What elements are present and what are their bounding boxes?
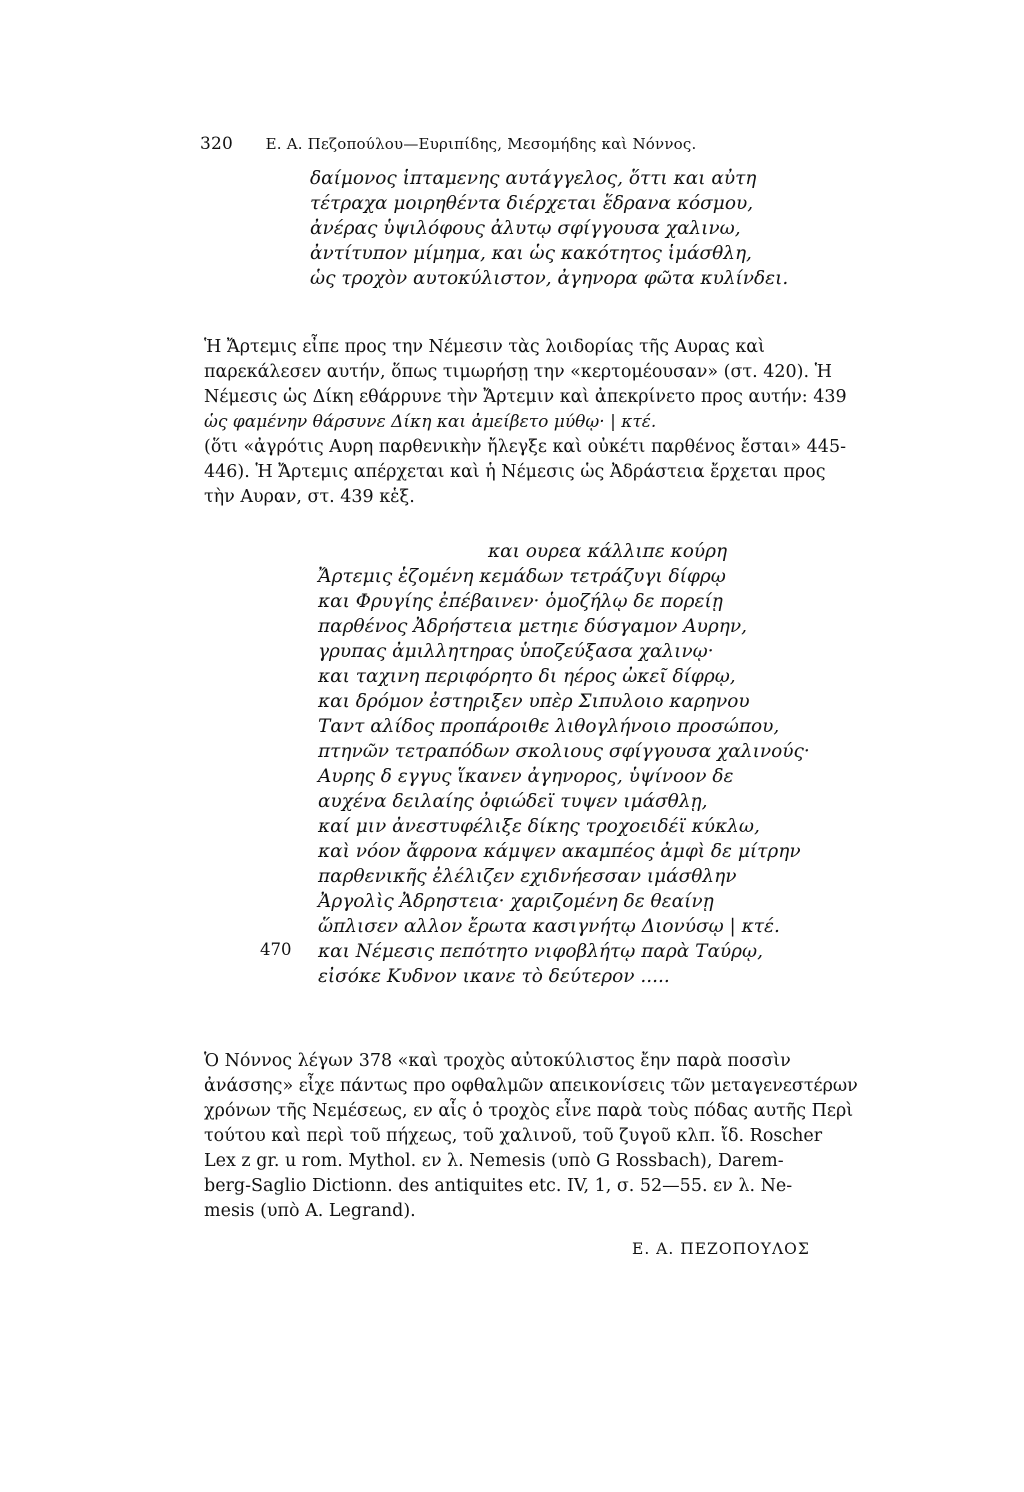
verse-line: γρυπας ἀμιλλητηρας ὑποζεύξασα χαλινῳ·	[318, 641, 714, 662]
text-line: χρόνων τῆς Νεμέσεως, εν αἷς ὁ τροχὸς εἶνε παρὰ τοὺς πόδας αυτῆς Περὶ	[204, 1101, 854, 1121]
verse-line: και ουρεα κάλλιπε κούρη	[488, 541, 728, 562]
verse-line: ὥπλισεν αλλον ἔρωτα κασιγνήτῳ Διονύσῳ | κτέ.	[318, 916, 780, 937]
verse-line: εἰσόκε Κυδνον ικανε τὸ δεύτερον .....	[318, 966, 670, 987]
verse-line: πτηνῶν τετραπόδων σκολιους σφίγγουσα χαλινούς·	[318, 741, 810, 762]
text-line: ἀνάσσης» εἶχε πάντως προ οφθαλμῶν απεικονίσεις τῶν μεταγενεστέρων	[204, 1076, 858, 1096]
verse-line: αυχένα δειλαίης ὀφιώδεϊ τυψεν ιμάσθλῃ,	[318, 791, 708, 812]
page-number: 320	[200, 134, 234, 154]
text-line: mesis (υπὸ A. Legrand).	[204, 1201, 416, 1221]
verse-line: ἀντίτυπον μίμημα, και ὡς κακότητος ἱμάσθλη,	[310, 243, 752, 264]
verse-line: και Φρυγίης ἐπέβαινεν· ὁμοζήλῳ δε πορείῃ	[318, 591, 723, 612]
text-line: παρεκάλεσεν αυτήν, ὅπως τιμωρήσῃ την «κερτομέουσαν» (στ. 420). Ἡ	[204, 362, 832, 382]
verse-line: παρθενικῆς ἐλέλιζεν εχιδνήεσσαν ιμάσθλην	[318, 866, 737, 887]
text-line: (ὅτι «ἀγρότις Αυρη παρθενικὴν ἤλεγξε καὶ οὐκέτι παρθένος ἔσται» 445-	[204, 437, 846, 457]
text-line: ὡς φαμένην θάρσυνε Δίκη και ἀμείβετο μύθῳ· | κτέ.	[204, 412, 657, 432]
text-line: Ὁ Νόννος λέγων 378 «καὶ τροχὸς αὐτοκύλιστος ἔην παρὰ ποσσὶν	[204, 1051, 791, 1071]
verse-line: Αυρης δ εγγυς ἵκανεν ἀγηνορος, ὑψίνοον δε	[318, 766, 734, 787]
verse-line: και δρόμον ἐστηριξεν υπὲρ Σιπυλοιο καρηνου	[318, 691, 750, 712]
running-title: Ε. Α. Πεζοπούλου—Ευριπίδης, Μεσομήδης καὶ Νόννος.	[265, 135, 697, 153]
text-line: 446). Ἡ Ἄρτεμις απέρχεται καὶ ἡ Νέμεσις ὡς Ἀδράστεια ἔρχεται προς	[204, 462, 826, 482]
text-line: τούτου καὶ περὶ τοῦ πήχεως, τοῦ χαλινοῦ, τοῦ ζυγοῦ κλπ. ἴδ. Roscher	[204, 1126, 823, 1146]
verse-line: τέτραχα μοιρηθέντα διέρχεται ἕδρανα κόσμου,	[310, 193, 754, 214]
verse-line: καί μιν ἀνεστυφέλιξε δίκης τροχοειδέϊ κύκλω,	[318, 816, 760, 837]
text-line: Lex z gr. u rom. Mythol. εν λ. Nemesis (υπὸ G Rossbach), Darem-	[204, 1151, 784, 1171]
verse-line: ἀνέρας ὑψιλόφους ἀλυτῳ σφίγγουσα χαλινω,	[310, 218, 741, 239]
text-line: Ἡ Ἄρτεμις εἶπε προς την Νέμεσιν τὰς λοιδορίας τῆς Αυρας καὶ	[204, 337, 765, 357]
verse-line-number: 470	[260, 940, 292, 959]
verse-line: Ταντ αλίδος προπάροιθε λιθογλήνοιο προσώπου,	[318, 716, 780, 737]
verse-line: δαίμονος ἱπταμενης αυτάγγελος, ὅττι και αὐτη	[310, 168, 757, 189]
text-line: berg-Saglio Dictionn. des antiquites etc. IV, 1, σ. 52—55. εν λ. Ne-	[204, 1176, 793, 1196]
verse-line: και Νέμεσις πεπότητο νιφοβλήτῳ παρὰ Ταύρῳ,	[318, 941, 764, 962]
text-line: τὴν Αυραν, στ. 439 κἑξ.	[204, 487, 415, 507]
running-header	[200, 134, 696, 154]
text-line: Νέμεσις ὡς Δίκη εθάρρυνε τὴν Ἄρτεμιν καὶ ἀπεκρίνετο προς αυτήν: 439	[204, 387, 847, 407]
verse-line: καὶ νόον ἄφρονα κάμψεν ακαμπέος ἀμφὶ δε μίτρην	[318, 841, 801, 862]
verse-line: και ταχινη περιφόρητο δι ηέρος ὠκεῖ δίφρῳ,	[318, 666, 736, 687]
verse-line: παρθένος Ἀδρήστεια μετηιε δύσγαμον Αυρην,	[318, 616, 747, 637]
verse-line: Ἀργολὶς Ἀδρηστεια· χαριζομένη δε θεαίνῃ	[318, 891, 714, 912]
verse-line: ὡς τροχὸν αυτοκύλιστον, ἀγηνορα φῶτα κυλίνδει.	[310, 268, 789, 289]
author-signature: Ε. Α. ΠΕΖΟΠΟΥΛΟΣ	[632, 1240, 810, 1258]
verse-line: Ἄρτεμις ἑζομένη κεμάδων τετράζυγι δίφρῳ	[318, 566, 726, 587]
